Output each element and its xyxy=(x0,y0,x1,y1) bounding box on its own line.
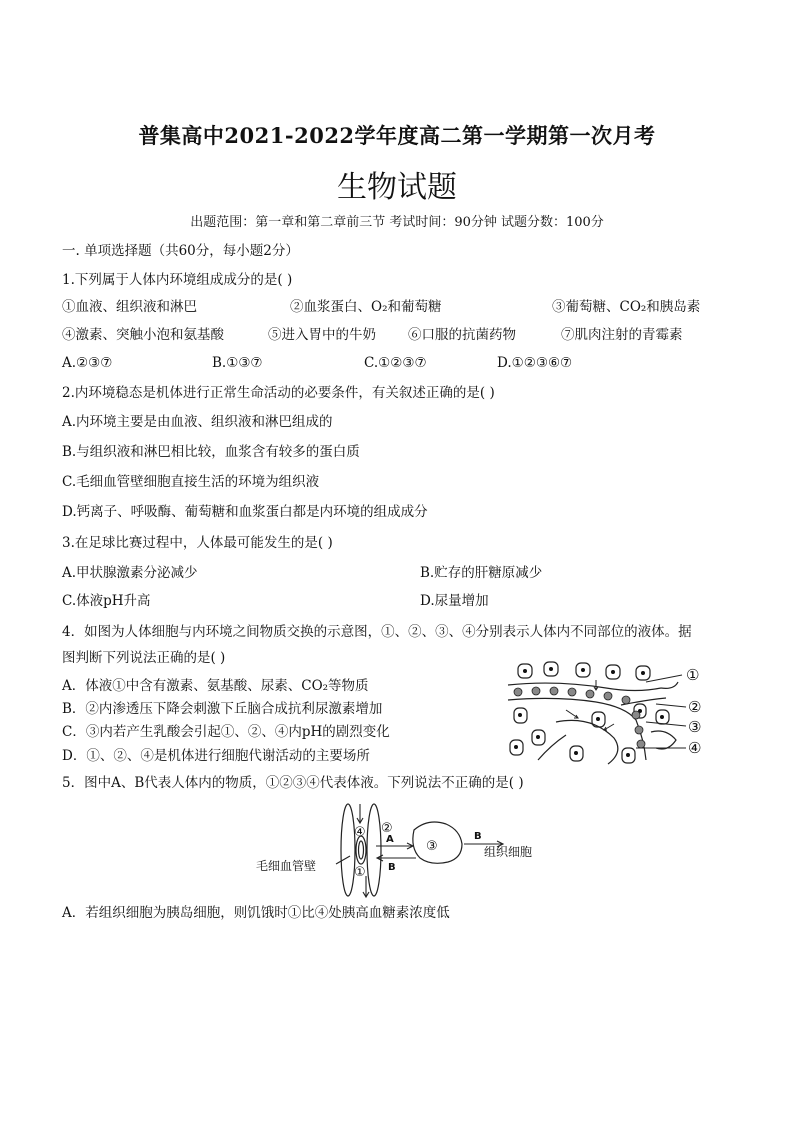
q1-item: ⑥口服的抗菌药物 xyxy=(408,327,516,343)
q5-label-a: A xyxy=(386,834,394,845)
q2-option-c: C.毛细血管壁细胞直接生活的环境为组织液 xyxy=(62,474,320,490)
q4-label-2: ② xyxy=(688,698,702,716)
q5-label-3: ③ xyxy=(426,839,438,854)
q2-stem: 2.内环境稳态是机体进行正常生命活动的必要条件，有关叙述正确的是( ) xyxy=(62,385,495,401)
q4-stem-line2: 图判断下列说法正确的是( ) xyxy=(62,650,226,666)
q3-option-b: B.贮存的肝糖原减少 xyxy=(420,565,543,581)
q5-tissue-cell-label: 组织细胞 xyxy=(484,845,533,859)
subject-title: 生物试题 xyxy=(337,170,457,205)
q4-label-1: ① xyxy=(686,666,700,684)
q5-option-a: A．若组织细胞为胰岛细胞，则饥饿时①比④处胰高血糖素浓度低 xyxy=(62,905,450,921)
q4-stem-line1: 4．如图为人体细胞与内环境之间物质交换的示意图，①、②、③、④分别表示人体内不同部位的液体。据 xyxy=(62,624,692,640)
q5-stem: 5．图中A、B代表人体内的物质，①②③④代表体液。下列说法不正确的是( ) xyxy=(62,775,524,791)
q4-label-3: ③ xyxy=(688,718,702,736)
section-heading: 一. 单项选择题（共60分，每小题2分） xyxy=(62,243,299,259)
q4-option-c: C．③内若产生乳酸会引起①、②、④内pH的剧烈变化 xyxy=(62,724,390,740)
q1-item: ③葡萄糖、CO₂和胰岛素 xyxy=(552,299,701,315)
q4-tissue-fluid-diagram xyxy=(496,660,726,772)
q3-option-c: C.体液pH升高 xyxy=(62,593,151,609)
q2-option-d: D.钙离子、呼吸酶、葡萄糖和血浆蛋白都是内环境的组成成分 xyxy=(62,504,428,520)
q5-label-b2: B xyxy=(474,831,482,842)
q3-option-a: A.甲状腺激素分泌减少 xyxy=(62,565,198,581)
q1-item: ⑤进入胃中的牛奶 xyxy=(268,327,376,343)
q3-option-d: D.尿量增加 xyxy=(420,593,489,609)
q1-item: ④激素、突触小泡和氨基酸 xyxy=(62,327,224,343)
q5-label-1: ① xyxy=(354,865,366,880)
q5-label-4: ④ xyxy=(354,825,366,840)
q1-option-b: B.①③⑦ xyxy=(212,355,263,371)
q4-option-a: A．体液①中含有激素、氨基酸、尿素、CO₂等物质 xyxy=(62,678,369,694)
q4-option-b: B．②内渗透压下降会刺激下丘脑合成抗利尿激素增加 xyxy=(62,701,383,717)
q2-option-a: A.内环境主要是由血液、组织液和淋巴组成的 xyxy=(62,414,333,430)
q5-capillary-diagram xyxy=(256,800,546,900)
q1-item: ①血液、组织液和淋巴 xyxy=(62,299,197,315)
exam-info: 出题范围：第一章和第二章前三节 考试时间：90分钟 试题分数：100分 xyxy=(190,215,604,230)
q4-option-d: D．①、②、④是机体进行细胞代谢活动的主要场所 xyxy=(62,748,370,764)
q1-option-d: D.①②③⑥⑦ xyxy=(497,355,573,371)
q5-label-2: ② xyxy=(381,821,393,836)
q2-option-b: B.与组织液和淋巴相比较，血浆含有较多的蛋白质 xyxy=(62,444,360,460)
q1-option-a: A.②③⑦ xyxy=(62,355,113,371)
q5-capillary-wall-label: 毛细血管壁 xyxy=(256,859,317,873)
q1-item: ⑦肌肉注射的青霉素 xyxy=(561,327,683,343)
q1-option-c: C.①②③⑦ xyxy=(364,355,427,371)
q1-stem: 1.下列属于人体内环境组成成分的是( ) xyxy=(62,272,293,288)
q3-stem: 3.在足球比赛过程中，人体最可能发生的是( ) xyxy=(62,535,333,551)
q5-label-b1: B xyxy=(388,862,396,873)
q4-label-4: ④ xyxy=(688,739,702,757)
q1-item: ②血浆蛋白、O₂和葡萄糖 xyxy=(290,299,442,315)
school-title: 普集高中2021-2022学年度高二第一学期第一次月考 xyxy=(138,123,656,148)
